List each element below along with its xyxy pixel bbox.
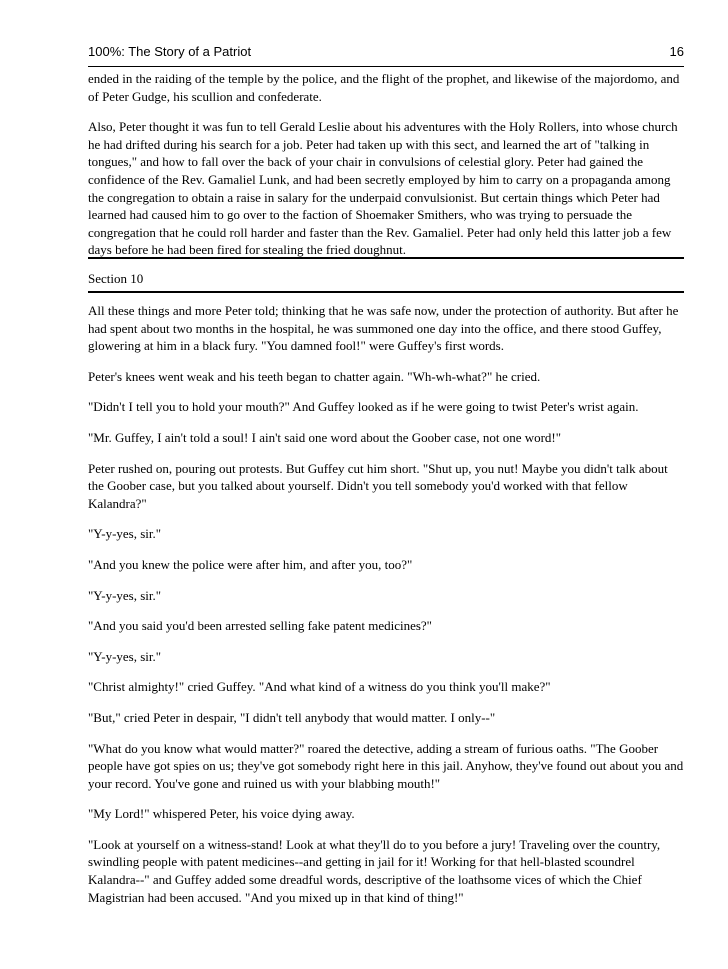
paragraph: "My Lord!" whispered Peter, his voice dying away. (88, 806, 355, 822)
paragraph: "And you said you'd been arrested selling fake patent medicines?" (88, 618, 432, 634)
paragraph: Also, Peter thought it was fun to tell Gerald Leslie about his adventures with the Holy Rollers, into whose church he had drifted during his search for a job. Peter had taken up with this sect, and learned the art of "talking in tongues," and how to fall over the back of your chair in convulsions of celestial glory. Peter had gained the confidence of the Rev. Gamaliel Lunk, and had been secretly employed by him to carry on a propaganda among the congregation to obtain a raise in salary for the underpaid convulsionist. But certain things which Peter had learned had caused him to go over to the faction of Shoemaker Smithers, who was trying to persuade the congregation that he could roll harder and faster than the Rev. Gamaliel. Peter had only held this latter job a few days before he had been fired for stealing the fried doughnut. (88, 119, 678, 258)
paragraph: "What do you know what would matter?" roared the detective, adding a stream of furious oaths. "The Goober people have got spies on us; they've got somebody right here in this jail. Anyhow, they've found out about you and your record. You've gone and ruined us with your blabbing mouth!" (88, 740, 684, 791)
document-title: 100%: The Story of a Patriot (88, 44, 252, 59)
section-rule-top (88, 257, 684, 259)
page-number: 16 (669, 44, 684, 59)
paragraph: "Look at yourself on a witness-stand! Look at what they'll do to you before a jury! Traveling over the country, swindling people with patent medicines--and getting in jail for it! Working for that hell-blasted scoundrel Kalandra--" and Guffey added some dreadful words, descriptive of the loathsome vices of which the Chief Magistrian had been accused. "And you mixed up in that kind of thing!" (88, 836, 661, 905)
paragraph: "But," cried Peter in despair, "I didn't tell anybody that would matter. I only--" (88, 709, 496, 725)
paragraph: All these things and more Peter told; thinking that he was safe now, under the protection of authority. But after he had spent about two months in the hospital, he was summoned one day into the office, and there stood Guffey, glowering at him in a black fury. "You damned fool!" were Guffey's first words. (88, 303, 679, 354)
paragraph: Peter's knees went weak and his teeth began to chatter again. "Wh-wh-what?" he cried. (88, 368, 541, 384)
section-rule-bottom (88, 291, 684, 293)
paragraph: "Mr. Guffey, I ain't told a soul! I ain't said one word about the Goober case, not one word!" (88, 429, 562, 445)
paragraph: "Didn't I tell you to hold your mouth?" And Guffey looked as if he were going to twist Peter's wrist again. (88, 399, 639, 415)
paragraph: "Y-y-yes, sir." (88, 526, 162, 542)
text-block-1 (88, 70, 684, 272)
page-header (88, 44, 684, 62)
paragraph: Peter rushed on, pouring out protests. But Guffey cut him short. "Shut up, you nut! Maybe you didn't talk about the Goober case, but you talked about yourself. Didn't you tell somebody you'd worked with that fellow Kalandra?" (88, 460, 668, 511)
paragraph: "Y-y-yes, sir." (88, 587, 162, 603)
paragraph: ended in the raiding of the temple by the police, and the flight of the prophet, and likewise of the majordomo, and of Peter Gudge, his scullion and confederate. (88, 71, 680, 104)
paragraph: "Y-y-yes, sir." (88, 648, 162, 664)
section-heading: Section 10 (88, 271, 144, 286)
paragraph: "Christ almighty!" cried Guffey. "And what kind of a witness do you think you'll make?" (88, 679, 551, 695)
paragraph: "And you knew the police were after him, and after you, too?" (88, 556, 413, 572)
text-block-2 (88, 302, 684, 919)
header-rule (88, 66, 684, 67)
